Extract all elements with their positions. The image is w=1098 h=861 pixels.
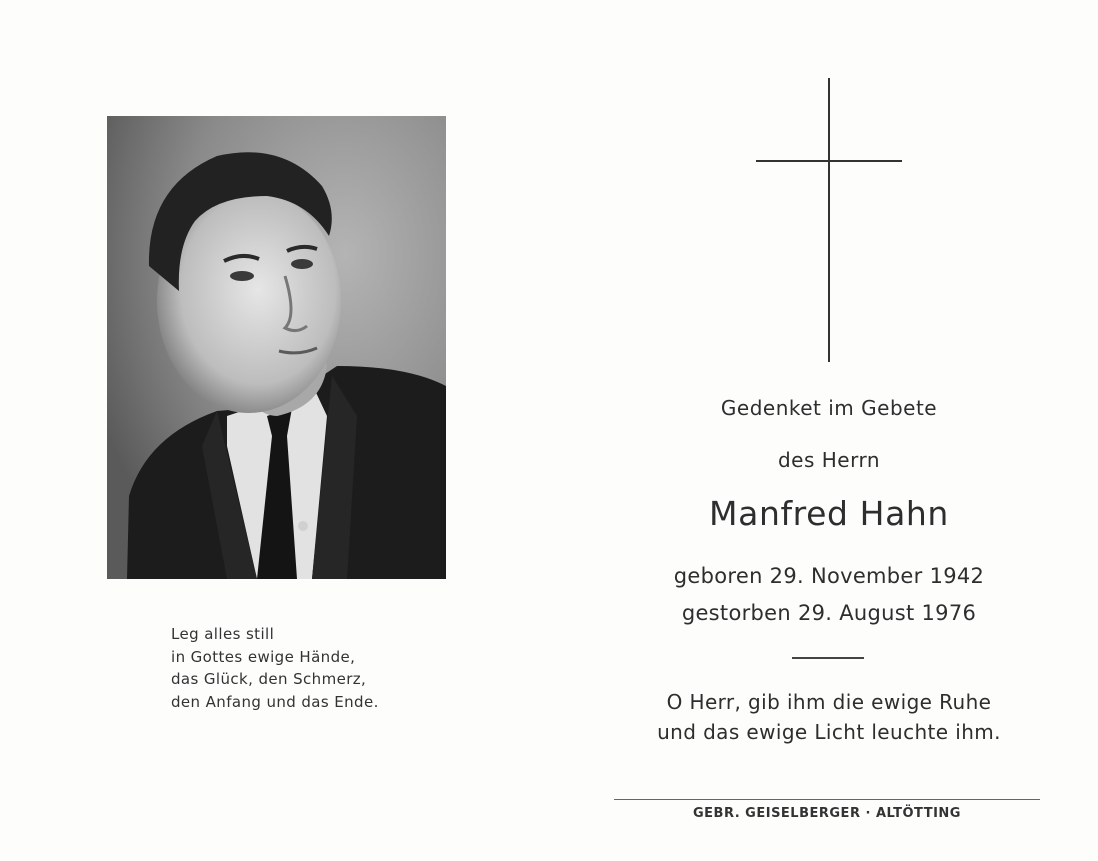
intro-line: Gedenket im Gebete: [720, 396, 938, 420]
poem-line: den Anfang und das Ende.: [171, 692, 379, 711]
prayer-line-2: und das ewige Licht leuchte ihm.: [657, 720, 1001, 744]
printer-credit: GEBR. GEISELBERGER · ALTÖTTING: [693, 806, 961, 821]
divider: [792, 657, 864, 659]
deceased-name: Manfred Hahn: [709, 494, 949, 533]
footer-divider: [614, 799, 1040, 800]
poem-line: Leg alles still: [171, 625, 275, 643]
birth-date: geboren 29. November 1942: [673, 564, 985, 588]
prayer-line-1: O Herr, gib ihm die ewige Ruhe: [666, 690, 992, 714]
poem-line: das Glück, den Schmerz,: [171, 670, 367, 688]
intro-line-2: des Herrn: [777, 448, 881, 472]
cross-icon: [756, 78, 902, 362]
portrait-photo: [107, 116, 446, 579]
poem: [171, 623, 379, 713]
portrait-illustration: [107, 116, 446, 579]
poem-line: in Gottes ewige Hände,: [171, 647, 356, 666]
death-date: gestorben 29. August 1976: [681, 601, 977, 625]
